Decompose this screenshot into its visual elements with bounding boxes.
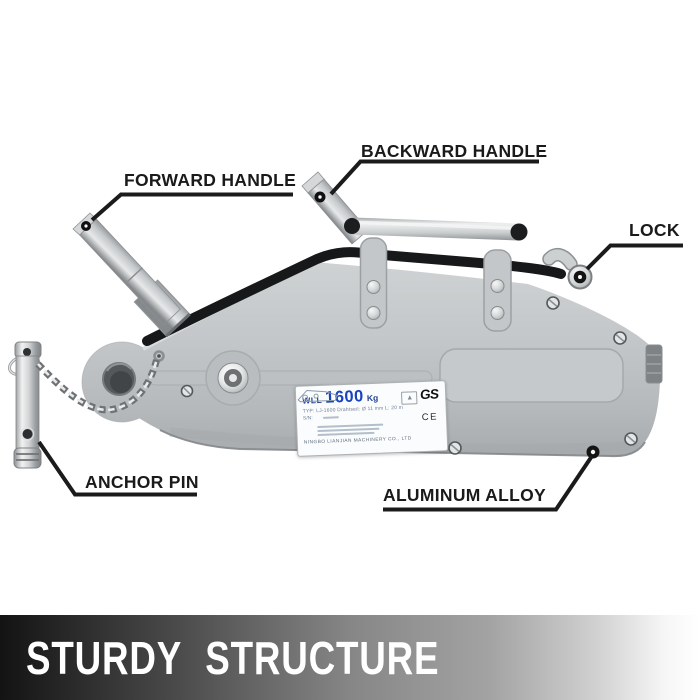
pin-clip-hole	[23, 348, 31, 356]
label-anchor-pin: ANCHOR PIN	[85, 472, 199, 492]
lock-leader	[587, 246, 683, 270]
label-backward-handle: BACKWARD HANDLE	[361, 141, 548, 161]
plate-ce-mark: CE	[421, 411, 439, 424]
plate-type-line: TYP: LJ-1600 Drahtseil: Ø 11 mm L: 20 m	[302, 404, 404, 415]
side-panel	[440, 349, 623, 402]
plate-gs-mark: GS	[420, 386, 440, 403]
banner-title: STURDY STRUCTURE	[26, 631, 440, 684]
forward-handle-graphic	[73, 213, 190, 336]
forward-handle-leader	[92, 195, 293, 221]
plate-company-line: NINGBO LIANJIAN MACHINERY CO., LTD	[303, 436, 412, 446]
plate-fine-print-lines	[317, 422, 383, 438]
triangle-mark-icon: ▲	[401, 391, 417, 405]
plate-sn-value-bar	[323, 416, 339, 419]
bottom-banner	[0, 615, 700, 700]
plate-wll-label: WLL	[302, 394, 323, 406]
anchor-pin-graphic	[7, 342, 41, 468]
label-lock: LOCK	[629, 220, 680, 240]
pin-lower-hole	[23, 429, 33, 439]
backward-handle-graphic	[302, 172, 528, 244]
plate-wll-unit: Kg	[366, 392, 379, 404]
label-aluminum-alloy: ALUMINUM ALLOY	[383, 485, 546, 505]
label-forward-handle: FORWARD HANDLE	[124, 170, 297, 190]
plate-sn-label: S/N:	[302, 415, 313, 422]
plate-machine-sketch-icon	[296, 385, 341, 405]
plate-wll-value: 1600	[324, 387, 365, 407]
backward-handle-leader	[331, 162, 539, 195]
name-plate	[295, 380, 449, 457]
